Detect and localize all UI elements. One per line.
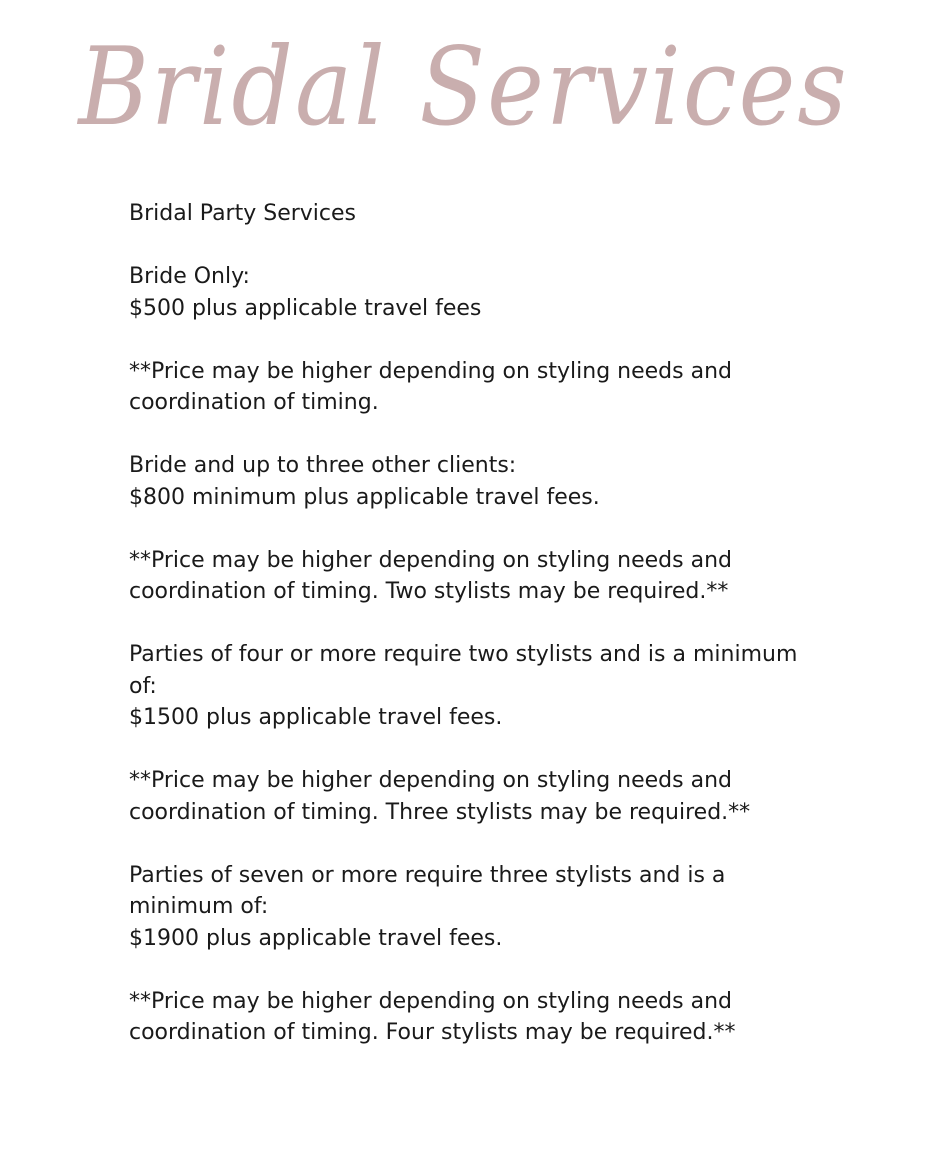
bride-only-note [129,356,819,419]
note-line: **Price may be higher depending on styling needs and [129,547,732,573]
note-line: coordination of timing. Four stylists may be required.** [129,1020,736,1045]
parties-seven-note [129,986,819,1049]
parties-four-label-cont: of: [129,673,157,699]
parties-seven-block [129,860,819,955]
services-content [129,198,819,1049]
parties-seven-price: $1900 plus applicable travel fees. [129,925,503,951]
parties-four-label: Parties of four or more require two stylists and is a minimum [129,642,798,667]
section-heading: Bridal Party Services [129,201,357,226]
note-line: **Price may be higher depending on styling needs and [129,768,732,793]
page-title: Bridal Services [78,24,849,150]
parties-four-note [129,765,819,828]
note-line: **Price may be higher depending on styling needs and [129,358,732,384]
spacer [129,419,819,451]
note-line: coordination of timing. Two stylists may be required.** [129,579,729,604]
bride-plus-three-note [129,545,819,608]
bride-only-price: $500 plus applicable travel fees [129,295,482,321]
spacer [129,828,819,860]
spacer [129,608,819,640]
spacer [129,230,819,262]
section-heading-block [129,198,819,230]
bride-plus-three-label: Bride and up to three other clients: [129,453,517,478]
spacer [129,734,819,766]
spacer [129,513,819,545]
parties-four-price: $1500 plus applicable travel fees. [129,705,503,730]
parties-seven-label: Parties of seven or more require three stylists and is a [129,862,726,888]
note-line: coordination of timing. Three stylists may be required.** [129,799,751,825]
bride-plus-three-block [129,450,819,513]
spacer [129,954,819,986]
parties-seven-label-cont: minimum of: [129,894,269,919]
spacer [129,324,819,356]
parties-four-block [129,639,819,734]
bride-plus-three-price: $800 minimum plus applicable travel fees. [129,484,600,510]
bride-only-label: Bride Only: [129,264,250,289]
bride-only-block [129,261,819,324]
note-line: coordination of timing. [129,390,379,415]
note-line: **Price may be higher depending on styling needs and [129,988,732,1014]
